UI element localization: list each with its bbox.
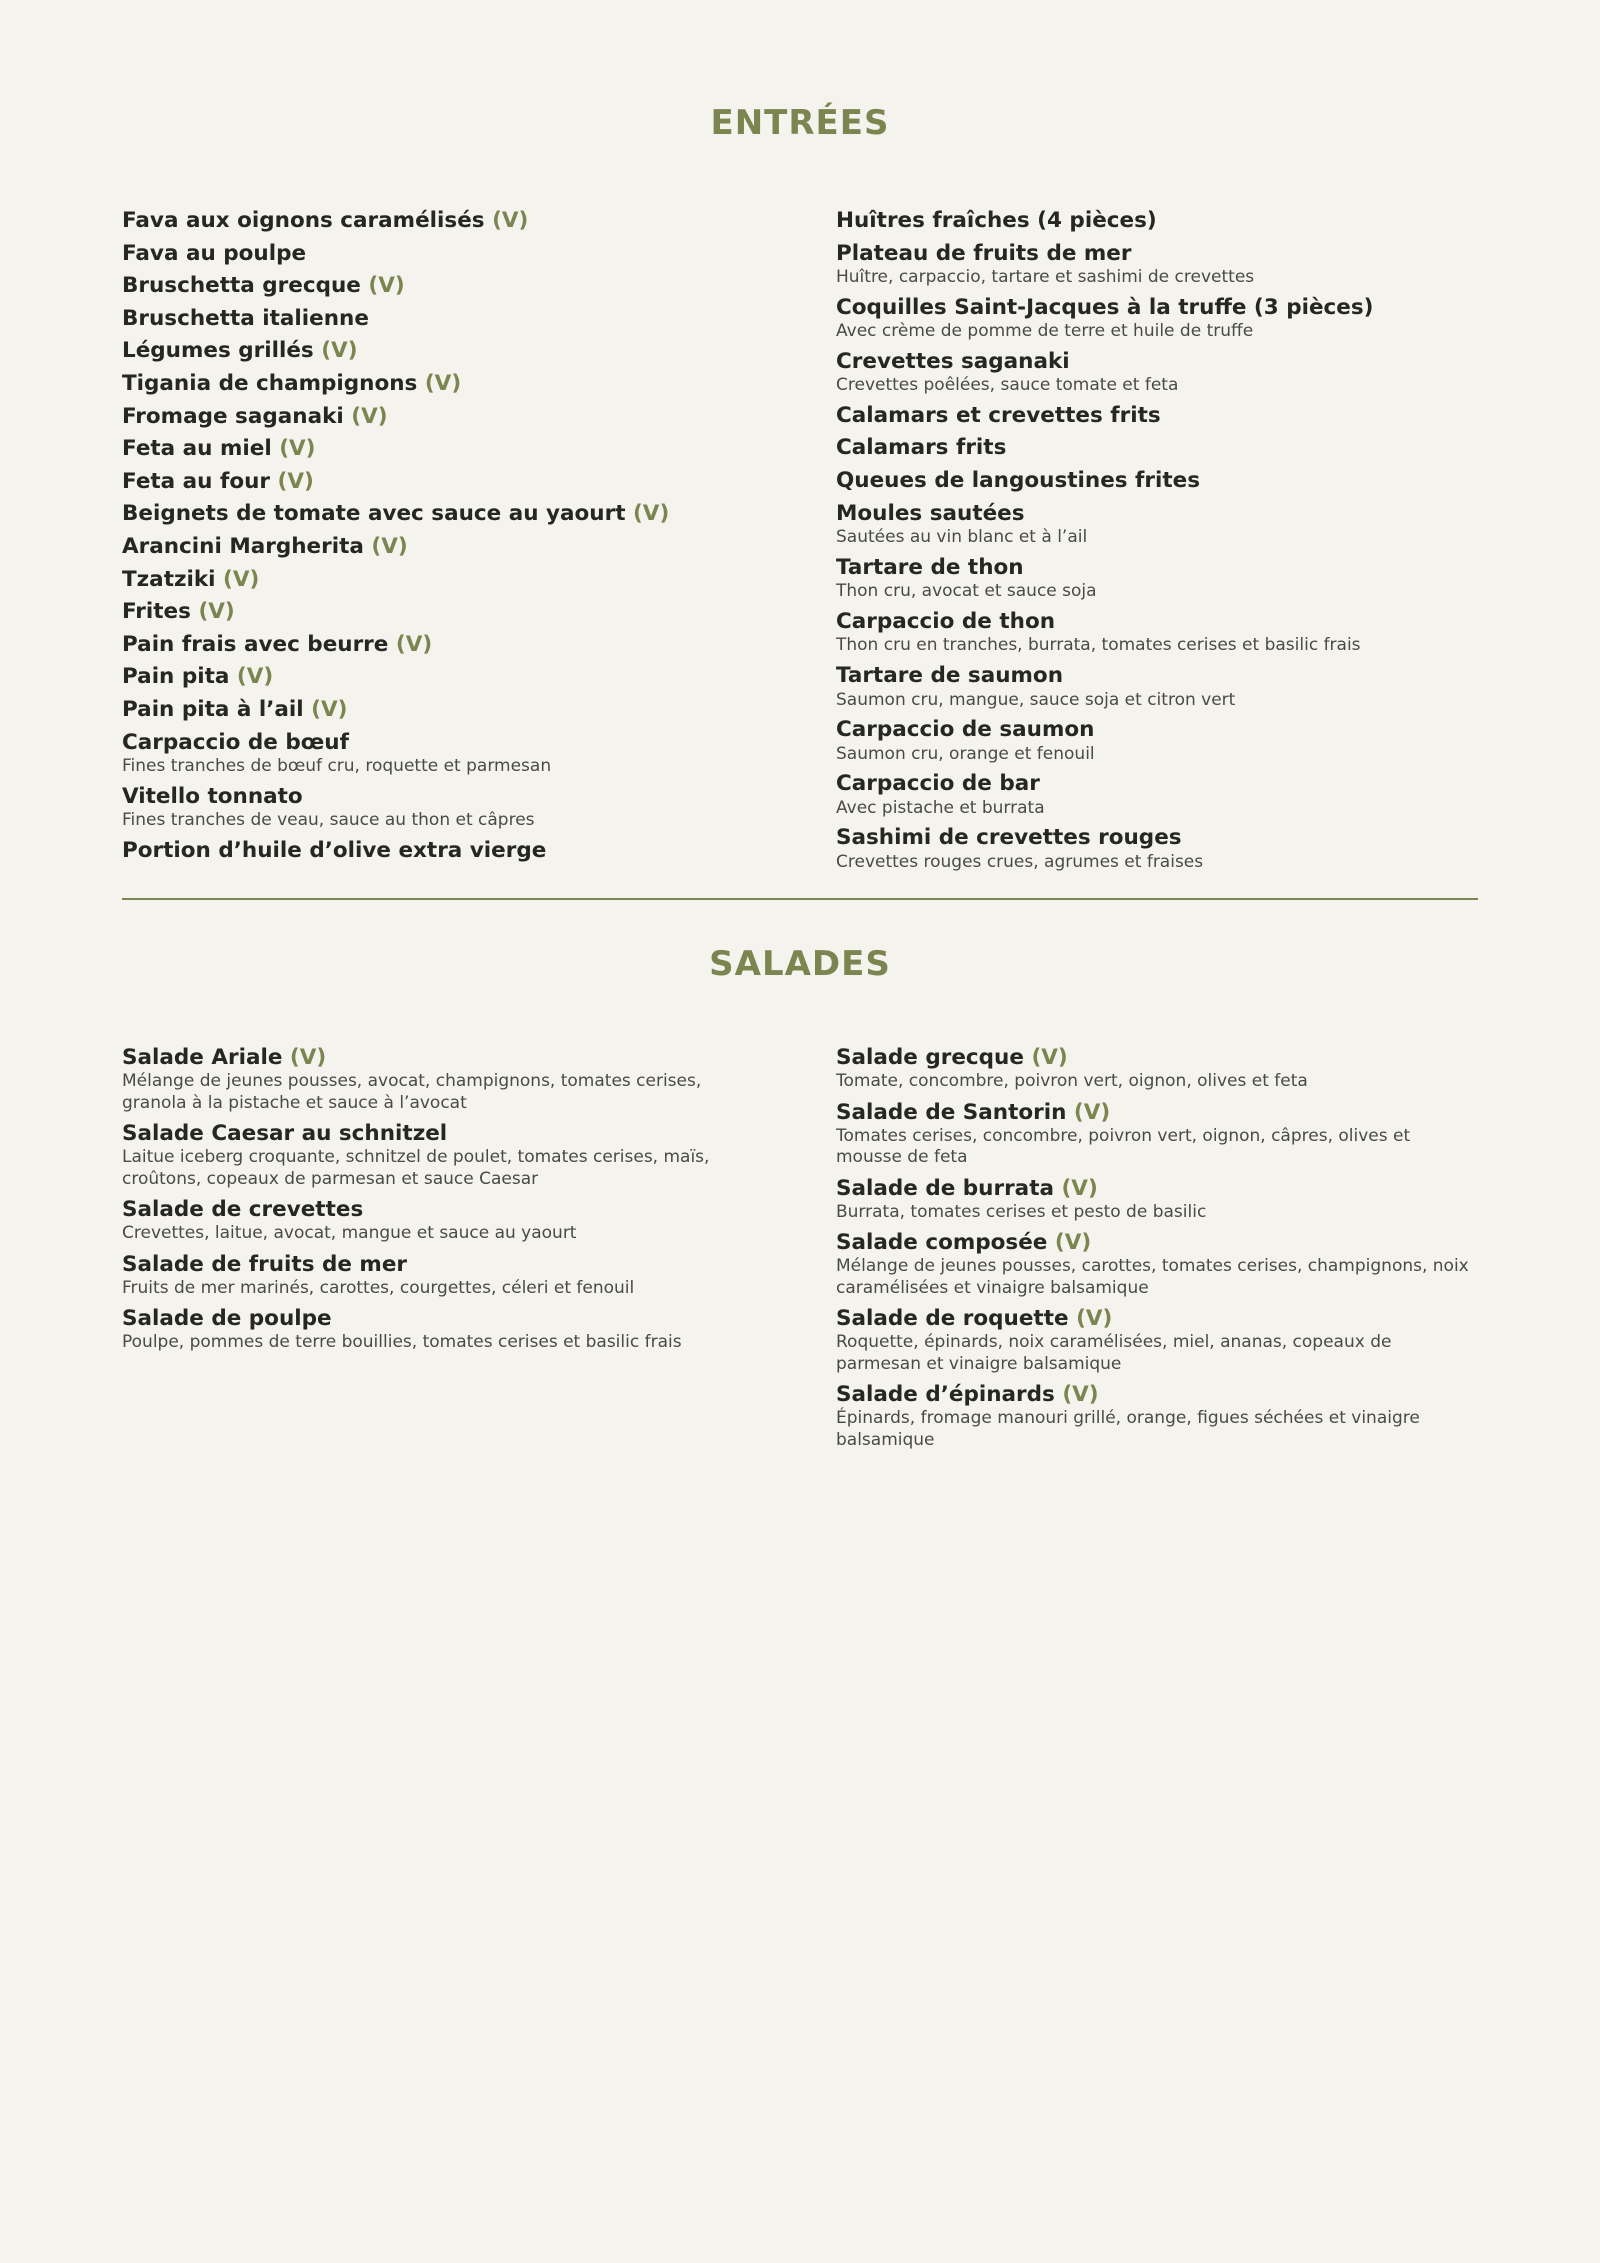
menu-item-name: Carpaccio de bœuf <box>122 729 349 755</box>
menu-item-name-line <box>122 694 764 727</box>
menu-item-name: Carpaccio de saumon <box>836 717 1095 743</box>
menu-item-name-line <box>122 1194 764 1225</box>
entrees-right-column <box>836 205 1478 876</box>
menu-item <box>836 552 1478 603</box>
menu-item <box>836 400 1478 433</box>
menu-item <box>122 433 764 466</box>
menu-item <box>836 1303 1478 1375</box>
menu-item-name-line <box>122 629 764 662</box>
menu-item-name-line <box>836 714 1478 747</box>
menu-item <box>122 238 764 271</box>
menu-item <box>836 292 1478 343</box>
menu-item-name-line <box>836 1379 1478 1410</box>
menu-item-name: Arancini Margherita <box>122 533 364 559</box>
menu-item <box>122 781 764 832</box>
menu-item-name: Carpaccio de thon <box>836 608 1056 634</box>
menu-item-name-line <box>122 564 764 597</box>
menu-item-name-line <box>836 1173 1478 1204</box>
menu-item-name: Salade de poulpe <box>122 1306 332 1332</box>
menu-item <box>836 714 1478 765</box>
menu-item-description: Thon cru, avocat et sauce soja <box>836 581 1097 602</box>
menu-item-name-line <box>122 835 764 868</box>
menu-item-description: Crevettes rouges crues, agrumes et fraises <box>836 851 1204 872</box>
menu-item-name: Salade grecque <box>836 1045 1024 1071</box>
menu-item <box>836 498 1478 549</box>
menu-item-name: Pain pita <box>122 664 230 690</box>
menu-item <box>122 629 764 662</box>
menu-item-name: Salade de fruits de mer <box>122 1251 408 1277</box>
entrees-left-column <box>122 205 764 876</box>
menu-item <box>122 661 764 694</box>
vegetarian-badge: (V) <box>1076 1306 1113 1332</box>
menu-item <box>836 768 1478 819</box>
menu-item <box>122 1118 764 1190</box>
vegetarian-badge: (V) <box>223 566 260 592</box>
vegetarian-badge: (V) <box>311 696 348 722</box>
menu-item-name: Huîtres fraîches (4 pièces) <box>836 208 1157 233</box>
menu-item <box>122 694 764 727</box>
menu-item-name-line <box>122 596 764 629</box>
salades-columns <box>122 1042 1478 1455</box>
menu-item-name: Portion d’huile d’olive extra vierge <box>122 837 547 863</box>
menu-item <box>122 1194 764 1245</box>
menu-item-description: Roquette, épinards, noix caramélisées, miel, ananas, copeaux de parmesan et vinaigre balsamique <box>836 1332 1392 1374</box>
menu-item <box>122 1042 764 1114</box>
section-divider <box>122 898 1478 900</box>
vegetarian-badge: (V) <box>1073 1099 1111 1125</box>
menu-item-name: Salade de crevettes <box>122 1197 364 1223</box>
menu-item <box>122 335 764 368</box>
menu-item-name: Pain pita à l’ail <box>122 696 304 722</box>
menu-item <box>836 606 1478 657</box>
menu-item-description: Mélange de jeunes pousses, carottes, tomates cerises, champignons, noix caramélisées et vinaigre balsamique <box>836 1256 1469 1298</box>
menu-item-name: Bruschetta italienne <box>122 305 369 331</box>
menu-item <box>122 303 764 336</box>
menu-item-name-line <box>122 335 764 368</box>
menu-item-name-line <box>122 368 764 401</box>
menu-item-name-line <box>836 768 1478 801</box>
menu-item-name-line <box>836 1227 1478 1258</box>
menu-item-description: Épinards, fromage manouri grillé, orange, figues séchées et vinaigre balsamique <box>836 1408 1420 1450</box>
vegetarian-badge: (V) <box>371 533 408 559</box>
menu-item <box>122 205 764 238</box>
menu-item-name-line <box>122 466 764 499</box>
menu-item-name-line <box>836 292 1478 325</box>
menu-item-name: Pain frais avec beurre <box>122 631 389 657</box>
menu-item-name-line <box>836 205 1478 238</box>
menu-item-name: Plateau de fruits de mer <box>836 240 1132 266</box>
menu-item <box>836 822 1478 873</box>
menu-item <box>836 1173 1478 1224</box>
menu-item-name-line <box>122 1303 764 1334</box>
vegetarian-badge: (V) <box>321 338 358 364</box>
menu-item-name-line <box>836 606 1478 639</box>
menu-item-name-line <box>836 400 1478 433</box>
menu-item-description: Crevettes, laitue, avocat, mangue et sauce au yaourt <box>122 1223 577 1244</box>
menu-item-name-line <box>122 1042 764 1073</box>
menu-item <box>122 564 764 597</box>
menu-item-name: Salade de Santorin <box>836 1099 1067 1125</box>
menu-item-name-line <box>122 661 764 694</box>
menu-item-description: Fines tranches de veau, sauce au thon et câpres <box>122 810 535 831</box>
menu-item-name: Tzatziki <box>122 566 216 592</box>
menu-item <box>836 432 1478 465</box>
menu-item-name: Frites <box>122 599 191 625</box>
menu-item-description: Burrata, tomates cerises et pesto de basilic <box>836 1201 1207 1222</box>
menu-item <box>122 835 764 868</box>
menu-item-name: Moules sautées <box>836 500 1025 526</box>
menu-item-name: Vitello tonnato <box>122 783 303 809</box>
vegetarian-badge: (V) <box>1054 1230 1092 1256</box>
menu-item-name: Salade Caesar au schnitzel <box>122 1121 448 1147</box>
menu-item-description: Thon cru en tranches, burrata, tomates cerises et basilic frais <box>836 635 1361 656</box>
menu-item <box>836 1042 1478 1093</box>
menu-item <box>836 465 1478 498</box>
menu-item-name-line <box>836 822 1478 855</box>
vegetarian-badge: (V) <box>1031 1045 1068 1071</box>
menu-item-description: Avec crème de pomme de terre et huile de truffe <box>836 321 1254 342</box>
vegetarian-badge: (V) <box>279 436 316 462</box>
menu-item-description: Fruits de mer marinés, carottes, courgettes, céleri et fenouil <box>122 1277 635 1298</box>
menu-item-name-line <box>122 401 764 434</box>
menu-item-name: Salade de roquette <box>836 1306 1069 1332</box>
menu-item-name: Coquilles Saint-Jacques à la truffe (3 pièces) <box>836 294 1374 320</box>
vegetarian-badge: (V) <box>395 631 433 657</box>
entrees-columns <box>122 205 1478 876</box>
menu-item <box>122 368 764 401</box>
menu-item-description: Sautées au vin blanc et à l’ail <box>836 527 1088 548</box>
menu-item-name-line <box>122 1118 764 1149</box>
menu-item-description: Tomate, concombre, poivron vert, oignon, olives et feta <box>836 1071 1308 1092</box>
salades-left-column <box>122 1042 764 1455</box>
menu-item-name-line <box>836 465 1478 498</box>
menu-item <box>122 466 764 499</box>
menu-item-name: Fava au poulpe <box>122 240 307 266</box>
menu-item-description: Mélange de jeunes pousses, avocat, champignons, tomates cerises, granola à la pistache et sauce à l’avocat <box>122 1071 702 1113</box>
menu-item-description: Huître, carpaccio, tartare et sashimi de crevettes <box>836 267 1255 288</box>
menu-item <box>122 270 764 303</box>
menu-item-name: Salade composée <box>836 1230 1048 1256</box>
menu-item-name-line <box>122 433 764 466</box>
menu-item <box>122 1249 764 1300</box>
menu-item-name-line <box>122 205 764 238</box>
vegetarian-badge: (V) <box>277 468 314 494</box>
menu-item-name-line <box>836 552 1478 585</box>
menu-item-name: Fromage saganaki <box>122 403 344 429</box>
menu-item-name: Bruschetta grecque <box>122 273 361 299</box>
menu-item <box>836 346 1478 397</box>
menu-item-name-line <box>836 238 1478 271</box>
salades-right-column <box>836 1042 1478 1455</box>
menu-item <box>836 1379 1478 1451</box>
menu-item-name-line <box>836 498 1478 531</box>
vegetarian-badge: (V) <box>236 664 274 690</box>
menu-item-name: Calamars et crevettes frits <box>836 402 1161 428</box>
menu-item-name: Légumes grillés <box>122 338 314 364</box>
section-title-salades: SALADES <box>709 944 891 985</box>
menu-item-name: Sashimi de crevettes rouges <box>836 825 1182 851</box>
menu-item <box>836 1097 1478 1169</box>
menu-item-name-line <box>836 432 1478 465</box>
menu-item-name-line <box>836 660 1478 693</box>
menu-item-name: Tigania de champignons <box>122 370 418 396</box>
menu-item-name-line <box>122 303 764 336</box>
menu-item-name-line <box>122 238 764 271</box>
menu-item-description: Poulpe, pommes de terre bouillies, tomates cerises et basilic frais <box>122 1332 682 1353</box>
menu-item-name-line <box>836 1303 1478 1334</box>
menu-item-name: Fava aux oignons caramélisés <box>122 208 485 233</box>
vegetarian-badge: (V) <box>424 370 462 396</box>
menu-item-name: Salade de burrata <box>836 1175 1054 1201</box>
menu-item <box>122 596 764 629</box>
menu-item-name: Crevettes saganaki <box>836 348 1070 374</box>
vegetarian-badge: (V) <box>289 1045 327 1071</box>
menu-item-name-line <box>122 1249 764 1280</box>
vegetarian-badge: (V) <box>1061 1175 1098 1201</box>
menu-item-description: Avec pistache et burrata <box>836 797 1045 818</box>
menu-item-name: Beignets de tomate avec sauce au yaourt <box>122 501 626 527</box>
menu-item-name: Salade Ariale <box>122 1045 283 1071</box>
menu-item-name-line <box>122 270 764 303</box>
menu-item-name-line <box>836 1042 1478 1073</box>
menu-item-name: Feta au miel <box>122 436 272 462</box>
vegetarian-badge: (V) <box>198 599 235 625</box>
menu-item <box>836 660 1478 711</box>
menu-item-description: Crevettes poêlées, sauce tomate et feta <box>836 375 1179 396</box>
menu-item-description: Laitue iceberg croquante, schnitzel de poulet, tomates cerises, maïs, croûtons, copeaux de parmesan et sauce Caesar <box>122 1147 710 1189</box>
menu-item-description: Saumon cru, orange et fenouil <box>836 743 1095 764</box>
menu-item-name-line <box>836 346 1478 379</box>
menu-item-name: Calamars frits <box>836 435 1007 461</box>
menu-item <box>836 205 1478 238</box>
menu-item <box>836 1227 1478 1299</box>
vegetarian-badge: (V) <box>492 208 529 233</box>
menu-item-name-line <box>122 727 764 760</box>
menu-item-name-line <box>122 531 764 564</box>
vegetarian-badge: (V) <box>351 403 388 429</box>
menu-item-name: Tartare de thon <box>836 554 1024 580</box>
menu-item-name: Queues de langoustines frites <box>836 468 1201 494</box>
menu-item-name: Tartare de saumon <box>836 662 1064 688</box>
menu-item-description: Saumon cru, mangue, sauce soja et citron vert <box>836 689 1236 710</box>
menu-item-description: Fines tranches de bœuf cru, roquette et parmesan <box>122 756 552 777</box>
menu-item <box>122 727 764 778</box>
menu-item <box>122 498 764 531</box>
menu-item <box>122 401 764 434</box>
menu-item-name: Carpaccio de bar <box>836 771 1040 797</box>
vegetarian-badge: (V) <box>1062 1382 1099 1408</box>
menu-item-name-line <box>836 1097 1478 1128</box>
menu-item <box>836 238 1478 289</box>
vegetarian-badge: (V) <box>632 501 670 527</box>
menu-item-name: Feta au four <box>122 468 271 494</box>
menu-item-name-line <box>122 781 764 814</box>
vegetarian-badge: (V) <box>368 273 405 299</box>
section-title-entrees: ENTRÉES <box>710 103 890 143</box>
menu-item-name-line <box>122 498 764 531</box>
menu-item-description: Tomates cerises, concombre, poivron vert, oignon, câpres, olives et mousse de feta <box>836 1125 1411 1168</box>
menu-item <box>122 531 764 564</box>
menu-item <box>122 1303 764 1354</box>
menu-item-name: Salade d’épinards <box>836 1382 1055 1408</box>
